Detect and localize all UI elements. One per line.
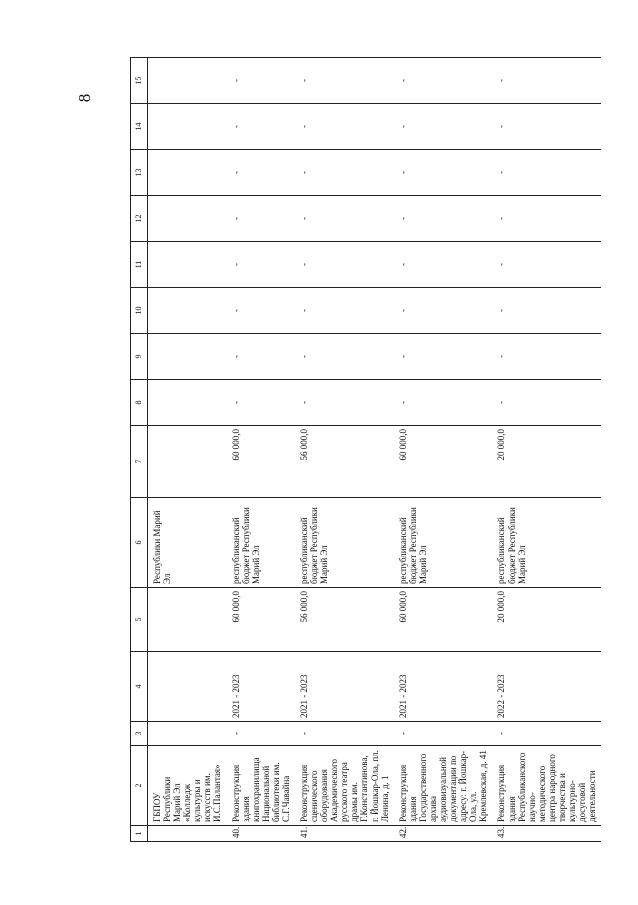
cell-c11: - [492, 242, 601, 288]
cell-c14 [148, 104, 227, 150]
cell-c8: - [492, 380, 601, 426]
cell-period: 2022 - 2023 [492, 652, 601, 722]
cell-c11: - [295, 242, 394, 288]
table-row [148, 58, 227, 842]
cell-c8 [148, 380, 227, 426]
cell-c3 [148, 722, 227, 746]
cell-c14: - [227, 104, 295, 150]
cell-c3: - [492, 722, 601, 746]
cell-c8: - [394, 380, 493, 426]
cell-c15: - [227, 58, 295, 104]
cell-source: республиканский бюджет Республики Марий Эл [492, 498, 601, 588]
col-header: 8 [131, 380, 148, 426]
object-name: Реконструкция здания Республиканского научно-методического центра народного творчества и культурно-досуговой деятельности [492, 746, 601, 826]
cell-c9: - [492, 334, 601, 380]
cell-period: 2021 - 2023 [227, 652, 295, 722]
cell-period: 2021 - 2023 [295, 652, 394, 722]
cell-period [148, 652, 227, 722]
cell-c11: - [227, 242, 295, 288]
cell-c13: - [394, 150, 493, 196]
object-name: Реконструкция сценического оборудования Академического русского театра драмы им. Г.Константинова, г. Йошкар-Ола, пл. Ленина, д. 1 [295, 746, 394, 826]
cell-c13: - [227, 150, 295, 196]
cell-c10: - [227, 288, 295, 334]
cell-c10: - [394, 288, 493, 334]
cell-amount: 20 000,0 [492, 588, 601, 652]
row-number: 41. [295, 826, 394, 842]
col-header: 11 [131, 242, 148, 288]
col-header: 4 [131, 652, 148, 722]
table-row [227, 58, 295, 842]
col-header: 2 [131, 746, 148, 826]
col-header: 9 [131, 334, 148, 380]
cell-source: республиканский бюджет Республики Марий Эл [394, 498, 493, 588]
cell-c13 [148, 150, 227, 196]
table-row [492, 58, 601, 842]
cell-c14: - [295, 104, 394, 150]
cell-amount [148, 588, 227, 652]
table-row [295, 58, 394, 842]
col-header: 5 [131, 588, 148, 652]
table-row [394, 58, 493, 842]
cell-source: республиканский бюджет Республики Марий Эл [227, 498, 295, 588]
cell-c9 [148, 334, 227, 380]
cell-c15: - [295, 58, 394, 104]
col-header: 7 [131, 426, 148, 498]
cell-c7: 60 000,0 [227, 426, 295, 498]
cell-c13: - [295, 150, 394, 196]
cell-period: 2021 - 2023 [394, 652, 493, 722]
cell-c7: 56 000,0 [295, 426, 394, 498]
cell-c9: - [295, 334, 394, 380]
cell-c15: - [394, 58, 493, 104]
cell-c11 [148, 242, 227, 288]
cell-amount: 56 000,0 [295, 588, 394, 652]
col-header: 15 [131, 58, 148, 104]
header-row [131, 58, 148, 842]
row-number: 40. [227, 826, 295, 842]
cell-c14: - [492, 104, 601, 150]
cell-c3: - [394, 722, 493, 746]
row-number: 42. [394, 826, 493, 842]
cell-c12: - [227, 196, 295, 242]
cell-c11: - [394, 242, 493, 288]
cell-c10 [148, 288, 227, 334]
cell-c7: 20 000,0 [492, 426, 601, 498]
cell-c3: - [227, 722, 295, 746]
rotated-table-container [130, 62, 598, 842]
cell-c12: - [492, 196, 601, 242]
cell-c15: - [492, 58, 601, 104]
cell-c8: - [227, 380, 295, 426]
cell-c14: - [394, 104, 493, 150]
program-table [130, 57, 601, 842]
row-number: 43. [492, 826, 601, 842]
cell-source: республиканский бюджет Республики Марий Эл [295, 498, 394, 588]
object-name: Реконструкция здания книгохранилища Национальной библиотеки им. С.Г.Чавайна [227, 746, 295, 826]
cell-c7 [148, 426, 227, 498]
col-header: 13 [131, 150, 148, 196]
cell-c12: - [394, 196, 493, 242]
col-header: 6 [131, 498, 148, 588]
cell-c13: - [492, 150, 601, 196]
cell-source: Республики Марий Эл [148, 498, 227, 588]
cell-c12 [148, 196, 227, 242]
col-header: 14 [131, 104, 148, 150]
page-number: 8 [75, 93, 94, 103]
cell-amount: 60 000,0 [394, 588, 493, 652]
cell-c8: - [295, 380, 394, 426]
cell-c15 [148, 58, 227, 104]
col-header: 10 [131, 288, 148, 334]
row-number [148, 826, 227, 842]
cell-c10: - [295, 288, 394, 334]
object-name: Реконструкция здания Государственного архива аудиовизуальной документации по адресу: г. Йошкар-Ола, ул. Кремлевская, д. 41 [394, 746, 493, 826]
cell-c12: - [295, 196, 394, 242]
object-name: ГБПОУ Республики Марий Эл «Колледж культуры и искусств им. И.С.Палантая» [148, 746, 227, 826]
cell-amount: 60 000,0 [227, 588, 295, 652]
cell-c7: 60 000,0 [394, 426, 493, 498]
cell-c9: - [227, 334, 295, 380]
col-header: 12 [131, 196, 148, 242]
cell-c10: - [492, 288, 601, 334]
cell-c3: - [295, 722, 394, 746]
cell-c9: - [394, 334, 493, 380]
col-header: 3 [131, 722, 148, 746]
col-header: 1 [131, 826, 148, 842]
